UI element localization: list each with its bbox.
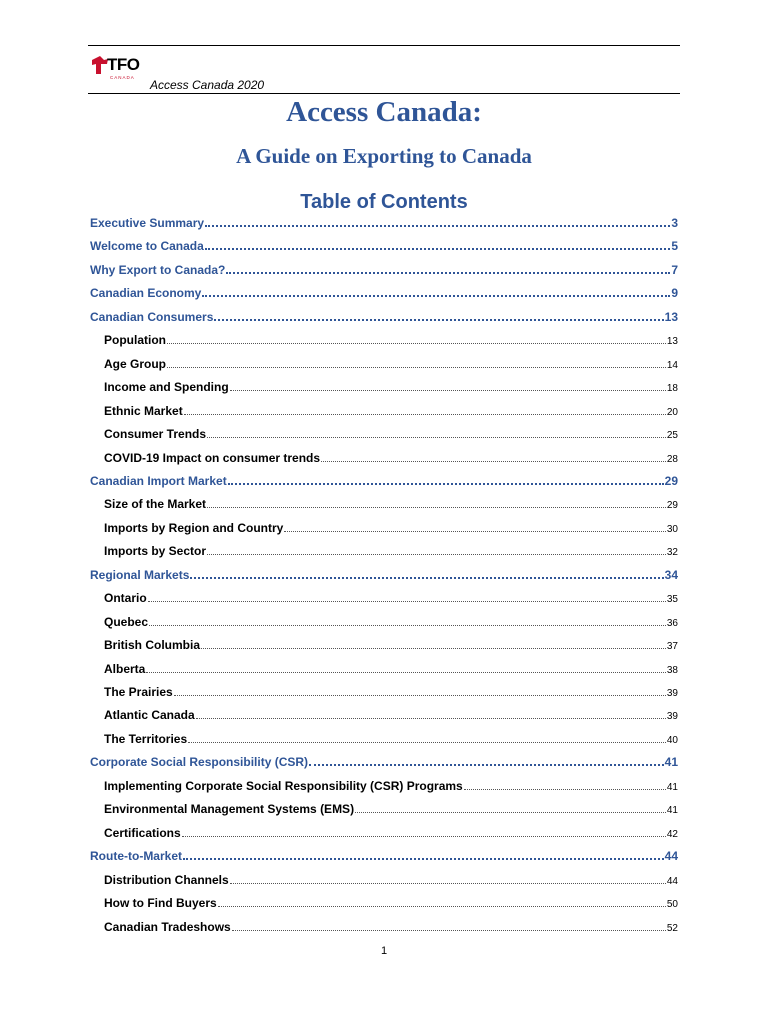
toc-entry[interactable] (90, 216, 678, 234)
toc-entry-label: Ontario (104, 591, 147, 606)
toc-entry[interactable] (90, 755, 678, 773)
toc-entry-label: Certifications (104, 825, 181, 840)
toc-entry-label: Distribution Channels (104, 872, 229, 887)
toc-entry-page: 39 (666, 711, 678, 723)
toc-entry-label: How to Find Buyers (104, 896, 217, 911)
toc-entry-label: Canadian Consumers (90, 309, 214, 324)
dot-leader (230, 380, 666, 391)
dot-leader (182, 826, 666, 837)
toc-entry[interactable] (104, 638, 678, 656)
toc-entry[interactable] (104, 615, 678, 633)
toc-entry[interactable] (104, 451, 678, 469)
toc-entry[interactable] (90, 286, 678, 304)
toc-entry-page: 25 (666, 430, 678, 442)
dot-leader (184, 404, 666, 415)
dot-leader (321, 451, 666, 462)
toc-entry[interactable] (104, 427, 678, 445)
toc-entry-page: 13 (666, 336, 678, 348)
page-subtitle: A Guide on Exporting to Canada (236, 144, 532, 168)
dot-leader (232, 920, 666, 931)
toc-entry-page: 29 (666, 500, 678, 512)
toc-entry-page: 37 (666, 641, 678, 653)
toc-entry-label: Income and Spending (104, 380, 229, 395)
logo-subtext: CANADA (110, 75, 135, 80)
dot-leader (207, 497, 666, 508)
toc-heading: Table of Contents (300, 191, 468, 213)
toc-entry[interactable] (104, 873, 678, 891)
toc-entry[interactable] (104, 591, 678, 609)
dot-leader (207, 544, 666, 555)
toc-entry[interactable] (104, 708, 678, 726)
dot-leader (183, 849, 664, 860)
dot-leader (149, 615, 666, 626)
toc-entry[interactable] (104, 779, 678, 797)
toc-entry-page: 34 (664, 567, 678, 582)
toc-entry[interactable] (104, 544, 678, 562)
logo-text: TFO (107, 55, 140, 74)
toc-entry[interactable] (104, 380, 678, 398)
toc-entry[interactable] (104, 826, 678, 844)
toc-entry-page: 29 (664, 473, 678, 488)
toc-entry[interactable] (90, 849, 678, 867)
toc-entry[interactable] (104, 685, 678, 703)
toc-entry-label: Imports by Region and Country (104, 520, 284, 535)
dot-leader (167, 333, 666, 344)
toc-entry-page: 28 (666, 453, 678, 465)
page-title: Access Canada: (286, 96, 482, 128)
dot-leader (226, 263, 670, 274)
toc-entry-page: 38 (666, 664, 678, 676)
dot-leader (218, 896, 666, 907)
toc-entry[interactable] (90, 310, 678, 328)
toc-entry[interactable] (104, 521, 678, 539)
toc-entry-label: Environmental Management Systems (EMS) (104, 802, 355, 817)
toc-entry[interactable] (104, 404, 678, 422)
dot-leader (355, 802, 666, 813)
toc-entry-page: 36 (666, 617, 678, 629)
page-number: 1 (380, 945, 388, 957)
toc-entry-page: 20 (666, 406, 678, 418)
toc-entry-page: 5 (671, 239, 678, 254)
toc-entry-label: Population (104, 333, 166, 348)
toc-entry-label: Quebec (104, 614, 149, 629)
toc-entry-label: Why Export to Canada? (90, 262, 226, 277)
toc-entry[interactable] (104, 662, 678, 680)
toc-entry-page: 9 (671, 286, 678, 301)
dot-leader (205, 239, 671, 250)
toc-entry-label: Imports by Sector (104, 544, 207, 559)
dot-leader (214, 310, 663, 321)
dot-leader (201, 638, 666, 649)
dot-leader (284, 521, 666, 532)
toc-entry-label: Atlantic Canada (104, 708, 195, 723)
toc-entry-label: Executive Summary (90, 216, 205, 230)
toc-entry-page: 35 (666, 594, 678, 606)
toc-entry-page: 3 (671, 216, 678, 230)
toc-entry[interactable] (104, 497, 678, 515)
toc-entry-label: Canadian Import Market (90, 473, 227, 488)
toc-entry-page: 50 (666, 899, 678, 911)
toc-entry[interactable] (90, 263, 678, 281)
toc-entry[interactable] (90, 239, 678, 257)
toc-entry-label: The Territories (104, 731, 188, 746)
toc-entry-page: 41 (666, 805, 678, 817)
toc-entry[interactable] (90, 568, 678, 586)
toc-entry-label: The Prairies (104, 685, 173, 699)
toc-entry-label: Age Group (104, 356, 166, 371)
dot-leader (202, 286, 670, 297)
dot-leader (230, 873, 666, 884)
toc-entry-page: 14 (666, 359, 678, 371)
dot-leader (146, 662, 666, 673)
toc-entry[interactable] (104, 802, 678, 820)
dot-leader (188, 732, 666, 743)
document-name: Access Canada 2020 (150, 78, 265, 92)
toc-entry-page: 7 (671, 262, 678, 277)
dot-leader (174, 685, 666, 696)
dot-leader (464, 779, 666, 790)
dot-leader (148, 591, 666, 602)
dot-leader (228, 474, 664, 485)
toc-entry-label: Consumer Trends (104, 427, 207, 442)
dot-leader (167, 357, 666, 368)
toc-entry-label: Corporate Social Responsibility (CSR) (90, 755, 309, 770)
toc-entry-label: Alberta (104, 661, 146, 676)
toc-entry-page: 30 (666, 523, 678, 535)
toc-entry-label: Canadian Economy (90, 286, 202, 301)
toc-entry[interactable] (104, 896, 678, 914)
toc-entry-label: Canadian Tradeshows (104, 919, 231, 934)
toc-entry[interactable] (90, 474, 678, 492)
toc-entry-label: Ethnic Market (104, 403, 183, 418)
toc-entry-label: Regional Markets (90, 567, 190, 582)
toc-entry-label: Size of the Market (104, 497, 207, 512)
toc-entry-page: 13 (664, 309, 678, 324)
dot-leader (196, 708, 666, 719)
toc-entry-page: 18 (666, 383, 678, 395)
toc-entry-page: 40 (666, 734, 678, 746)
toc-entry-label: Welcome to Canada (90, 239, 204, 254)
toc-entry[interactable] (104, 333, 678, 351)
dot-leader (205, 216, 670, 227)
toc-entry-page: 44 (666, 875, 678, 887)
toc-entry-label: COVID-19 Impact on consumer trends (104, 450, 321, 465)
dot-leader (309, 755, 664, 766)
toc-entry-label: Route-to-Market (90, 849, 182, 864)
toc-entry-page: 41 (664, 755, 678, 770)
toc-entry-page: 41 (666, 781, 678, 793)
toc-entry[interactable] (104, 732, 678, 750)
toc-entry-label: Implementing Corporate Social Responsibility (CSR) Programs (104, 778, 463, 793)
toc-entry-page: 32 (666, 547, 678, 559)
toc-entry-page: 39 (666, 688, 678, 699)
toc-entry[interactable] (104, 357, 678, 375)
dot-leader (190, 568, 663, 579)
toc-entry-label: British Columbia (104, 638, 201, 653)
toc-entry[interactable] (104, 920, 678, 938)
toc-entry-page: 52 (666, 922, 678, 934)
dot-leader (207, 427, 666, 438)
toc-entry-page: 44 (664, 849, 678, 864)
toc-entry-page: 42 (666, 828, 678, 840)
